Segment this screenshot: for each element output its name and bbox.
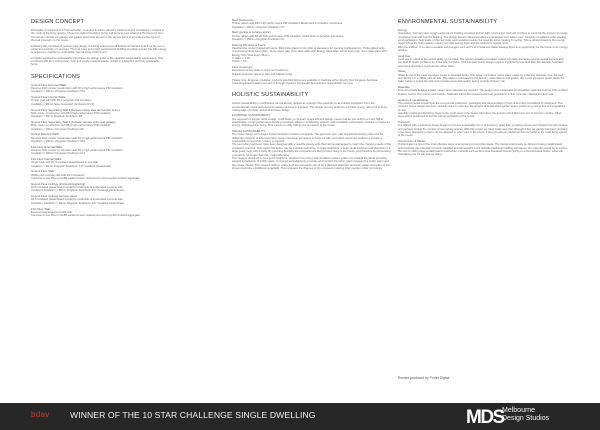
- spec-title: First Floor External Walls:: [31, 144, 63, 149]
- spec-text: Timber stud wall with R1.0 polyester batt insulation: [31, 99, 92, 103]
- env-section-text: Environmentally building smaller means less materials are required. The design uses sustainable and healthier materials such as FSC certified timbers, low/no VOC paints and finishes. Materials will be left exposed wherever possible to further minimise material use and cost.: [398, 89, 568, 96]
- spec-text: Concrete to use PFA or GGBS partial cement replacement and recycled crushed aggregate.: [31, 177, 141, 181]
- spec-text: Brick cavity construction with R5.0 high performance PIR insulation.: [31, 124, 112, 128]
- spec-block: [31, 109, 167, 119]
- roof-spec-title: External Windows & Doors:: [232, 42, 267, 47]
- spec-text: Reverse brick veneer construction with R7.2 high performance PIR insulation.: [31, 148, 124, 152]
- spec-text: Insulation: Insulation = 80mm Kingspan Kooltherm K17 insulated plasterboard.: [31, 189, 125, 193]
- render-credit: Render produced by Porter Digital: [398, 376, 450, 380]
- spec-title: First Floor Slab:: [31, 206, 51, 211]
- roof-spec-text: Timber rafters with R8.2 high performance PIR insulation. Metal deck on breather membrane.: [232, 22, 343, 26]
- spec-text: Insulation = 100mm Kingspan Kooltherm K12.: [31, 90, 86, 94]
- env-section-text: Carefully positioned deciduous trees to the south-west of the house will reduce the amount of hot afternoon sun in summer months. Other trees will be positioned to aid the natural ventilation of the house.: [398, 111, 562, 119]
- spec-text: Waffle pod concrete slab with R1.0 insulation.: [31, 173, 86, 177]
- roof-spec-block: [232, 66, 392, 76]
- roof-spec-title: Floor Coverings:: [232, 65, 253, 70]
- spec-text: Insulation = 90mm Autex Greenstuf (Ambience R1.5).: [31, 102, 95, 106]
- env-section-title: Gardens & Landscaping:: [398, 97, 429, 102]
- design-concept-paragraph: A holistic approach to sustainability has driven the design (refer to the separate sustainability explanation). This, combined with the contemporary form and simple material palette, results in a beautiful and truly sustainable home.: [31, 56, 164, 67]
- spec-text: R1.5 insulated plasterboard bonded to underside of suspended concrete slab.: [31, 198, 124, 202]
- holistic-section-text: The house design encourages social interaction between occupants. The generous open plan living/kitchen/dining area and the deliberate omission of a second living space encourage occupants to hang out with each other. Generous bedrooms provide a comfortable retreat when privacy is required.: [232, 133, 384, 144]
- environmental-heading: ENVIRONMENTAL SUSTAINABILITY: [398, 19, 498, 25]
- env-section-text: It is difficult with a suburban house design to promote sustainable forms of transport, other than providing secure and sheltered bicycle storage, and perhaps limiting the number of car parking spaces. With this project we have made sure that although a two car garage has been provided it has been designed so that it can be adapted to other uses in the future. It also provides an additional thermal buffer to the main living spaces of the house.: [398, 124, 568, 138]
- roof-spec-text: Natural wool loop carpet to stair and hallway (only).: [232, 72, 293, 76]
- spec-text: Insulation: Insulation = 30mm Kingspan Kooltherm K17 insulated plasterboard.: [31, 201, 125, 205]
- spec-title: Ground Floor Slab:: [31, 169, 55, 174]
- spec-text: Brick cavity construction with R8.6 high performance PIR insulation.: [31, 111, 112, 115]
- spec-block: [31, 170, 167, 180]
- middle-column: [232, 19, 392, 377]
- design-concept-paragraph: Orientation is paramount. A 'thermal buffer' of service functions (laundry, bathrooms and circulation) is located to the south of the living spaces. These two distinct functions (living and services) are what give the house its form. The tandem double car garage and garden shed wrap around to the service spine to provide another type of thermal protection to the house.: [31, 29, 165, 43]
- holistic-section-title: ECONOMIC SUSTAINABILITY: [232, 113, 271, 118]
- spec-text: Reverse brick veneer construction with R7.2 high performance PIR insulation.: [31, 87, 124, 91]
- roof-spec-text: Insulation = 150mm Kingspan Kooltherm K7.: [232, 38, 286, 42]
- spec-block: [31, 183, 167, 193]
- studio-name: [502, 407, 549, 423]
- award-title: WINNER OF THE 10 STAR CHALLENGE SINGLE DWELLING: [70, 410, 316, 420]
- spec-block: [31, 96, 167, 106]
- holistic-sections: [232, 114, 392, 170]
- spec-text: Reverse brick veneer construction with R7.2 high performance PIR insulation.: [31, 136, 124, 140]
- spec-text: Concrete to use PFA or GGBS partial cement replacement and recycled crushed aggregate.: [31, 214, 141, 218]
- roof-spec-text: Paarhammer timber framed with argon filled triple glazed units (refer to elevations for opening configurations). Triple glazed units comprised of 4mm clear glass, 12mm argon gap, 4mm clear glass with Energy Advantage 12mm argon gap, 4mm clear glass with Energy 500 (Total depth 36mm).: [232, 47, 387, 57]
- holistic-section-text: Our approach is simple: build smaller - build better. A compact, space efficient design means that we can build to a much higher specification. A high performance building envelope, efficient conditioning systems and renewable technologies combine to create an energy neutral/positive home. This means no utility bills for the occupants of the house.: [232, 117, 390, 128]
- holistic-body: [232, 102, 392, 112]
- environmental-column: [398, 19, 568, 377]
- holistic-heading: HOLISTIC SUSTAINABILITY: [232, 92, 309, 99]
- holistic-paragraph: Holistic sustainability in architecture can be loosely defined as a design that responds to, and draws inspiration from, the environmental, social and economic factors inherent in a project. This design not only achieves a 10 Star energy rating but is at the cutting edge of holistic sustainable house design.: [232, 102, 388, 112]
- specifications-list: [31, 84, 167, 218]
- roof-spec-text: Exposed concrete slabs to living and bedrooms.: [232, 69, 290, 73]
- env-section-block: [398, 121, 568, 138]
- env-section-text: The environmental impact from the commercial production, packaging and transportation of food is not often considered by designers. This compact house design has been carefully sited to maximise the amount of undisturbed garden space perfect for growing fruit and vegetables on site.: [398, 101, 566, 112]
- env-section-text: With the addition of on-site renewable technologies such as PV and Solar Hot Water Heating there is an opportunity for the house to be energy positive.: [398, 45, 568, 53]
- design-concept-body: [31, 29, 167, 67]
- mds-logo-icon: [466, 406, 504, 428]
- spec-block: [31, 84, 167, 94]
- spec-text: Insulation = 100mm Kingspan Kooltherm K12.: [31, 152, 86, 156]
- design-column: [31, 19, 167, 377]
- design-concept-heading: DESIGN CONCEPT: [31, 19, 85, 25]
- spec-text: Insulation = 100mm Kingspan Kooltherm K8.: [31, 127, 85, 131]
- env-section-block: [398, 86, 568, 96]
- env-section-title: Construction & Waste:: [398, 139, 426, 144]
- holistic-section-title: SOCIAL SUSTAINABILITY: [232, 129, 266, 134]
- studio-name-line2: Design Studios: [502, 415, 550, 423]
- spec-text: Insulation = 100mm Kingspan Kooltherm K12.: [31, 139, 86, 143]
- env-section-text: Land use is critical to the sustainability of our cities. The typical sprawling Australian suburb can have damaging environmental impacts and can lead to health problems for those who live there. This compact house design requires significantly less land than the average Australian new home allowing a much denser urban fabric.: [398, 58, 564, 68]
- env-section-block: [398, 70, 568, 83]
- roof-spec-text: SHGC = 0.6: [232, 60, 247, 64]
- roof-spec-title: Roof (garage & services spine):: [232, 30, 272, 35]
- holistic-section-block: [232, 130, 392, 170]
- design-concept-paragraph: Following the principles of passive solar design, the living spaces and all bedrooms harness heat from the sun in winter and exclude it in summer. Thermal mass and a high performance building envelope ensure that little energy is required to maintain a comfortable internal living environment.: [31, 44, 167, 55]
- environmental-sections: [398, 29, 568, 157]
- env-section-text: Prefabrication is one of the most effective ways of minimising construction waste. The design could easily be delivered using prefabricated units however the materials currently specified and frameworks move towards traditional building techniques. Our intention would be to explore the use of cutting edge prefabricated construction methods such as Structural Insulated Panels (SIPS) or cross-laminated timber, while still maintaining the 10 star energy rating.: [398, 143, 568, 157]
- env-section-title: Transport:: [398, 119, 411, 124]
- spec-text: Insulation = 30mm Kingspan Kooltherm K17 insulated plasterboard.: [31, 164, 112, 168]
- roof-spec-block: [232, 19, 392, 29]
- spec-title: Ground Floor Separating Wall 1 (between living area and service spine):: [31, 107, 121, 112]
- spec-title: Ground Floor Internal Walls:: [31, 95, 66, 100]
- spec-block: [31, 133, 167, 143]
- spec-block: [31, 208, 167, 218]
- bdav-logo: bdav: [31, 410, 50, 419]
- env-section-text: Water is one of the most important issues in Australia today. This design minimises mains water usage by collecting rainwater from the roof and storing it in a 3900L tank on site. This water is reticulated to the laundry, toilet cisterns and garden tap. A roof top eaves gutter clears the water before it enters the tank and provides some attenuation during periods of heavy rain.: [398, 73, 565, 84]
- roof-spec-block: [232, 79, 392, 86]
- holistic-section-block: [232, 114, 392, 127]
- env-section-block: [398, 29, 568, 52]
- spec-title: Ground Floor External Walls:: [31, 82, 67, 87]
- spec-text: Single brick with R1.5 insulated plasterboard to one side.: [31, 161, 99, 165]
- spec-block: [31, 121, 167, 131]
- roof-specifications-list: [232, 19, 392, 85]
- spec-title: Ground Floor Ceilings (service spine):: [31, 194, 78, 199]
- env-section-title: Land Use:: [398, 53, 411, 58]
- env-section-text: Orientation, thermal mass, a high performance building envelope and air tight construction methods combine to minimise the amount of energy required to heat and cool the building. The design favours natural conditioning strategies over active ones. Carefully considered solar shading, cross-ventilation, high levels of thermal mass and insulation reduce the need for active heating & cooling. This is demonstrated in the energy report where the living spaces require very little energy input and the bedrooms require none.: [398, 32, 568, 46]
- roof-spec-text: U-Value = 1.01: [232, 57, 250, 61]
- holistic-section-text: The secondary bedrooms have been designed with moveable joinery units that can be rearranged to match the changing needs of the occupants overtime. This means the space can be 2 double bedrooms, 3 single bedrooms, a large single bedroom and playroom or a large guest room with a study. By providing flexibility the occupants are likely to keep living in the house, and therefore its surrounding community, for longer than they might otherwise.: [232, 143, 392, 157]
- env-section-title: Energy:: [398, 28, 408, 32]
- footer-bar: [0, 403, 600, 430]
- spec-text: Exposed suspended concrete slab.: [31, 210, 73, 214]
- specifications-heading: SPECIFICATIONS: [31, 73, 81, 80]
- roof-spec-text: Insulation = 160mm Kingspan Kooltherm K7.: [232, 25, 286, 29]
- spec-block: [31, 195, 167, 205]
- roof-spec-text: Timber rafters with R6.20 high performance PIR insulation. Metal deck on breather membrane.: [232, 34, 345, 38]
- studio-name-line1: Melbourne: [502, 407, 536, 414]
- env-section-block: [398, 55, 568, 68]
- env-section-block: [398, 140, 568, 157]
- svg-text:MDS: MDS: [466, 407, 504, 428]
- spec-block: [31, 158, 167, 168]
- spec-title: Ground Floor Separating Wall 2 (between service spine and garage):: [31, 119, 117, 124]
- roof-spec-title: Roof (bedrooms):: [232, 18, 254, 22]
- spec-block: [31, 146, 167, 156]
- spec-title: Ground Floor Ceilings (kitchen/dining/living):: [31, 181, 86, 186]
- roof-spec-block: [232, 31, 392, 41]
- roof-spec-block: [232, 44, 392, 64]
- roof-spec-text: Please note: Kingspan insulation products specified above are available in Australia either directly from Kingspan Australia (www.kingspaninsulation.com.au) or through Dynamic Composite Technologies (www.dctech.com.au).: [232, 78, 378, 85]
- env-section-block: [398, 99, 568, 119]
- env-section-title: Materials:: [398, 85, 411, 90]
- spec-title: Garage External Walls:: [31, 132, 60, 137]
- spec-text: R3.5 insulated plasterboard bonded to underside of suspended concrete slab.: [31, 186, 124, 190]
- spec-text: Insulation = 80mm Kingspan Kooltherm K8.: [31, 115, 83, 119]
- env-section-title: Water:: [398, 69, 407, 74]
- holistic-section-text: The house is designed to be a good neighbour. Windows from living and circulation spaces spawn out towards the street providing passive surveillance of public space. A covered verandah/entry provides an important transition space between the public realm and the private interior. This covered outdoor space is where occupants can sit on a pleasant afternoon and seek social connection to the street (much like a traditional verandah). This increases the chances of the occupants creating other people in their community.: [232, 156, 390, 170]
- spec-title: First Floor Internal Walls:: [31, 157, 62, 162]
